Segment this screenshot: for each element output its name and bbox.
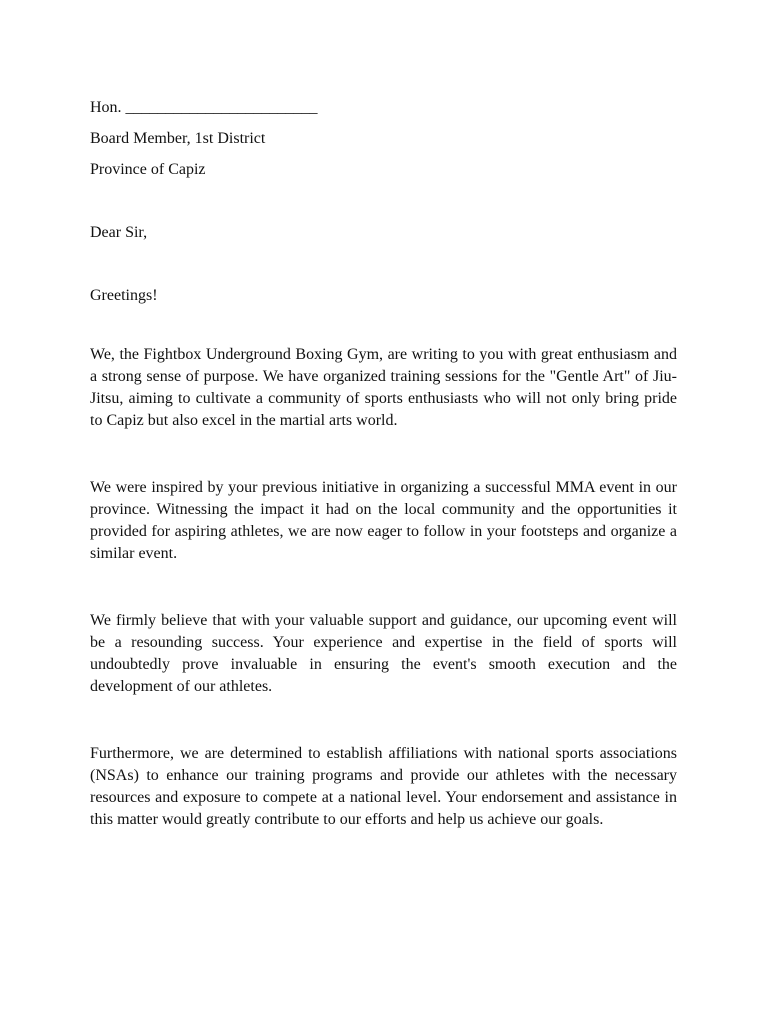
letter-body xyxy=(90,92,677,831)
paragraph-inspiration: We were inspired by your previous initiative in organizing a successful MMA event in our province. Witnessing the impact it had on the local community and the opportunities it provided for aspiring athletes, we are now eager to follow in your footsteps and organize a similar event. xyxy=(90,479,677,562)
salutation: Dear Sir, xyxy=(90,224,148,241)
recipient-name-line: Hon. ________________________ xyxy=(90,99,318,116)
recipient-location: Province of Capiz xyxy=(90,161,206,178)
paragraph-intro: We, the Fightbox Underground Boxing Gym, are writing to you with great enthusiasm and a strong sense of purpose. We have organized training sessions for the "Gentle Art" of Jiu-Jitsu, aiming to cultivate a community of sports enthusiasts who will not only bring pride to Capiz but also excel in the martial arts world. xyxy=(90,346,677,429)
greeting: Greetings! xyxy=(90,287,158,304)
paragraph-affiliations: Furthermore, we are determined to establish affiliations with national sports associations (NSAs) to enhance our training programs and provide our athletes with the necessary resources and exposure to compete at a national level. Your endorsement and assistance in this matter would greatly contribute to our efforts and help us achieve our goals. xyxy=(90,745,677,828)
paragraph-support: We firmly believe that with your valuable support and guidance, our upcoming event will be a resounding success. Your experience and expertise in the field of sports will undoubtedly prove invaluable in ensuring the event's smooth execution and the development of our athletes. xyxy=(90,612,677,695)
recipient-title: Board Member, 1st District xyxy=(90,130,266,147)
